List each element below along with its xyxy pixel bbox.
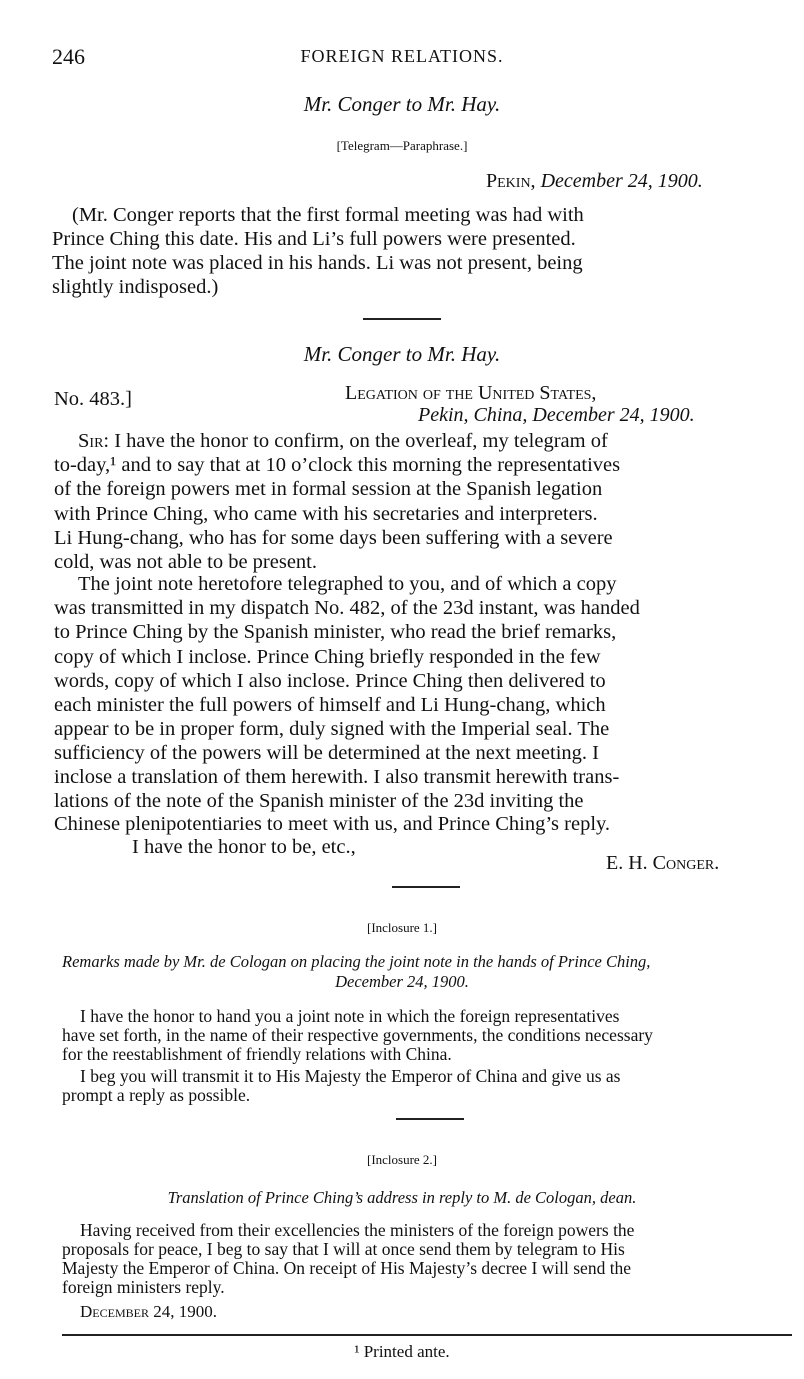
doc2-place-date: Pekin, China, December 24, 1900. bbox=[418, 404, 695, 426]
doc1-line-3: The joint note was placed in his hands. Li was not present, being bbox=[52, 252, 583, 274]
doc2-line-11: words, copy of which I also inclose. Prince Ching then delivered to bbox=[54, 670, 606, 692]
doc1-heading: Mr. Conger to Mr. Hay. bbox=[303, 92, 501, 116]
doc2-line-1-text: I have the honor to confirm, on the overleaf, my telegram of bbox=[114, 430, 608, 452]
inclosure1-line-3: for the reestablishment of friendly relations with China. bbox=[62, 1044, 452, 1064]
doc2-line-15: inclose a translation of them herewith. I also transmit herewith trans- bbox=[54, 766, 620, 788]
doc2-legation: Legation of the United States, bbox=[345, 382, 597, 404]
doc2-line-13: appear to be in proper form, duly signed with the Imperial seal. The bbox=[54, 718, 610, 740]
doc1-subheading: [Telegram—Paraphrase.] bbox=[336, 138, 468, 153]
footnote-rule bbox=[62, 1334, 792, 1336]
doc2-line-17: Chinese plenipotentiaries to meet with us, and Prince Ching’s reply. bbox=[54, 813, 611, 835]
doc2-line-6: cold, was not able to be present. bbox=[54, 551, 318, 573]
doc2-line-1 bbox=[78, 430, 608, 453]
doc2-salutation: Sir: bbox=[78, 430, 110, 452]
doc1-dateline bbox=[486, 170, 703, 193]
doc1-line-4: slightly indisposed.) bbox=[52, 276, 219, 298]
doc2-signature: E. H. Conger. bbox=[606, 852, 720, 874]
doc2-line-3: of the foreign powers met in formal session at the Spanish legation bbox=[54, 478, 603, 500]
doc2-line-5: Li Hung-chang, who has for some days been suffering with a severe bbox=[54, 527, 613, 549]
doc2-line-12: each minister the full powers of himself and Li Hung-chang, which bbox=[54, 694, 606, 716]
doc1-dateline-date: December 24, 1900. bbox=[540, 170, 703, 192]
doc2-line-7: The joint note heretofore telegraphed to you, and of which a copy bbox=[78, 573, 617, 595]
doc2-number: No. 483.] bbox=[54, 388, 133, 410]
doc2-line-14: sufficiency of the powers will be determined at the next meeting. I bbox=[54, 742, 599, 764]
running-title: FOREIGN RELATIONS. bbox=[300, 46, 504, 66]
inclosure2-date: December 24, 1900. bbox=[80, 1302, 217, 1321]
doc2-heading: Mr. Conger to Mr. Hay. bbox=[303, 342, 501, 366]
doc2-line-10: copy of which I inclose. Prince Ching briefly responded in the few bbox=[54, 646, 601, 668]
doc2-line-4: with Prince Ching, who came with his secretaries and interpreters. bbox=[54, 503, 598, 525]
inclosure2-line-1: Having received from their excellencies the ministers of the foreign powers the bbox=[80, 1220, 635, 1240]
doc2-closing: I have the honor to be, etc., bbox=[132, 836, 356, 858]
divider-rule bbox=[396, 1118, 464, 1120]
inclosure1-line-5: prompt a reply as possible. bbox=[62, 1085, 251, 1105]
inclosure1-title-line2: December 24, 1900. bbox=[335, 972, 469, 991]
footnote: ¹ Printed ante. bbox=[354, 1342, 450, 1361]
doc1-line-1: (Mr. Conger reports that the first formal meeting was had with bbox=[72, 204, 584, 226]
inclosure2-label: [Inclosure 2.] bbox=[366, 1152, 438, 1167]
page-number: 246 bbox=[52, 44, 85, 69]
doc2-line-8: was transmitted in my dispatch No. 482, of the 23d instant, was handed bbox=[54, 597, 640, 619]
inclosure2-line-2: proposals for peace, I beg to say that I will at once send them by telegram to His bbox=[62, 1239, 625, 1259]
doc2-line-2: to-day,¹ and to say that at 10 o’clock this morning the representatives bbox=[54, 454, 621, 476]
inclosure1-line-1: I have the honor to hand you a joint note in which the foreign representatives bbox=[80, 1006, 620, 1026]
inclosure1-line-4: I beg you will transmit it to His Majesty the Emperor of China and give us as bbox=[80, 1066, 621, 1086]
divider-rule bbox=[392, 886, 460, 888]
inclosure2-title: Translation of Prince Ching’s address in reply to M. de Cologan, dean. bbox=[167, 1188, 637, 1207]
doc2-line-16: lations of the note of the Spanish minister of the 23d inviting the bbox=[54, 790, 584, 812]
inclosure1-label: [Inclosure 1.] bbox=[366, 920, 438, 935]
inclosure2-line-4: foreign ministers reply. bbox=[62, 1277, 225, 1297]
inclosure1-title-line1: Remarks made by Mr. de Cologan on placing the joint note in the hands of Prince Ching, bbox=[62, 952, 651, 971]
divider-rule bbox=[363, 318, 441, 320]
doc2-line-9: to Prince Ching by the Spanish minister, who read the brief remarks, bbox=[54, 621, 617, 643]
inclosure2-line-3: Majesty the Emperor of China. On receipt of His Majesty’s decree I will send the bbox=[62, 1258, 632, 1278]
inclosure1-line-2: have set forth, in the name of their respective governments, the conditions necessary bbox=[62, 1025, 653, 1045]
doc1-line-2: Prince Ching this date. His and Li’s full powers were presented. bbox=[52, 228, 576, 250]
doc1-dateline-place: Pekin, bbox=[486, 170, 536, 192]
